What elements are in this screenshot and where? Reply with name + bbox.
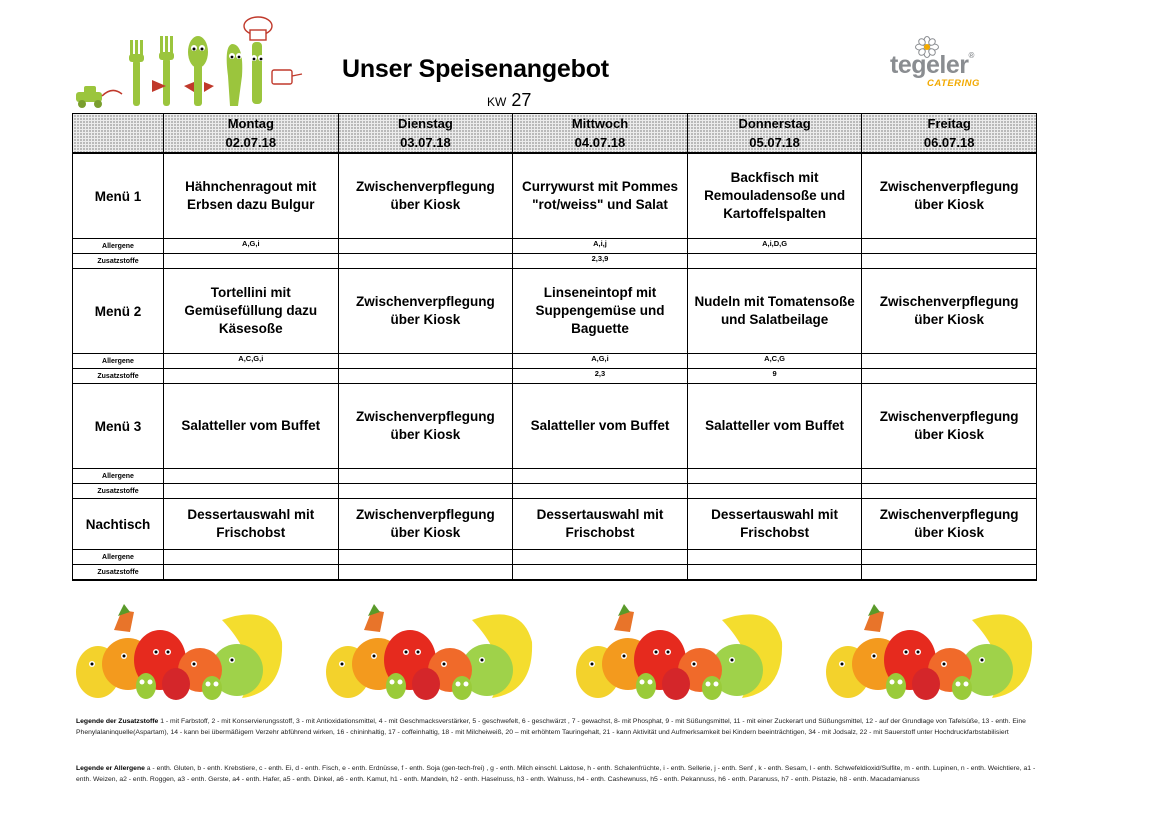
allergene-label: Allergene <box>73 354 164 369</box>
week-number: 27 <box>511 90 532 110</box>
zusatzstoffe-codes <box>862 484 1037 499</box>
zusatzstoffe-codes <box>862 565 1037 581</box>
allergene-codes: A,C,G,i <box>164 354 339 369</box>
dish-cell <box>513 153 688 239</box>
zusatzstoffe-codes <box>338 369 513 384</box>
menu-row <box>73 269 1037 354</box>
dish-name: Backfisch mit Remouladensoße und Kartoffelspalten <box>704 170 846 221</box>
allergene-label: Allergene <box>73 550 164 565</box>
allergene-label: Allergene <box>73 239 164 254</box>
toy-car-icon <box>76 86 122 108</box>
dish-cell <box>687 384 862 469</box>
dish-cell <box>164 499 339 550</box>
allergene-codes <box>338 239 513 254</box>
allergene-codes <box>338 354 513 369</box>
allergene-row <box>73 469 1037 484</box>
zusatzstoffe-label: Zusatzstoffe <box>73 484 164 499</box>
fruit-characters-image <box>72 602 284 702</box>
zusatzstoffe-row <box>73 565 1037 581</box>
dish-name: Zwischenverpflegung über Kiosk <box>879 409 1019 442</box>
menu-row <box>73 499 1037 550</box>
day-header <box>164 114 339 154</box>
dish-cell <box>164 384 339 469</box>
additives-legend: Legende der Zusatzstoffe 1 - mit Farbstoff, 2 - mit Konservierungsstoff, 3 - mit Antioxidationsmittel, 4 - mit Geschmacksverstärker, 5 - geschwefelt, 6 - geschwärzt , 7 - gewachst, 8- mit Phosphat, 9 - mit Süßungsmittel, 11 - mit einer Zuckerart und Süßungsmittel, 12 - auf der Grundlage von Tafelsüße, 13 - enth. Eine Phenylalaninquelle(Aspartam), 14 - kann bei übermäßigem Verzehr abführend wirken, 16 - chininhaltig, 17 - coffeinhaltig, 18 - mit Milcheiweiß, 20 – mit erhöhtem Tauringehalt, 21 - kann Aktivität und Aufmerksamkeit bei Kindern beeinträchtigen, 34 - mit Jodsalz, 22 - mit Sauerstoff unter Hochdruckfarbstabilisiert <box>76 718 1026 737</box>
zusatzstoffe-row <box>73 484 1037 499</box>
zusatzstoffe-label: Zusatzstoffe <box>73 254 164 269</box>
dish-name: Tortellini mit Gemüsefüllung dazu Käsesoße <box>184 285 318 336</box>
dish-cell <box>338 384 513 469</box>
cutlery-characters-logo <box>72 16 304 112</box>
dish-cell <box>862 269 1037 354</box>
dish-cell <box>513 499 688 550</box>
zusatzstoffe-codes <box>164 254 339 269</box>
day-header <box>687 114 862 154</box>
zusatzstoffe-label: Zusatzstoffe <box>73 565 164 581</box>
zusatzstoffe-row <box>73 369 1037 384</box>
allergene-codes <box>338 469 513 484</box>
dish-name: Zwischenverpflegung über Kiosk <box>356 409 495 442</box>
zusatzstoffe-codes <box>164 565 339 581</box>
zusatzstoffe-codes <box>687 254 862 269</box>
allergene-codes <box>164 469 339 484</box>
brand-name: tegeler® <box>890 51 974 79</box>
day-name: Montag <box>227 116 274 131</box>
zusatzstoffe-row <box>73 254 1037 269</box>
zusatzstoffe-codes <box>338 254 513 269</box>
dish-cell <box>338 269 513 354</box>
allergene-codes <box>862 239 1037 254</box>
menu-row-label: Menü 2 <box>73 269 164 354</box>
dish-cell <box>687 499 862 550</box>
dish-cell <box>164 153 339 239</box>
dish-name: Salatteller vom Buffet <box>181 418 321 433</box>
dish-cell <box>338 499 513 550</box>
zusatzstoffe-codes <box>687 565 862 581</box>
fruit-decoration-strip <box>72 602 1036 702</box>
allergene-codes <box>338 550 513 565</box>
day-date: 04.07.18 <box>574 135 626 150</box>
menu-row-label: Nachtisch <box>73 499 164 550</box>
day-header <box>338 114 513 154</box>
dish-name: Zwischenverpflegung über Kiosk <box>879 294 1019 327</box>
allergene-codes <box>164 550 339 565</box>
dish-name: Zwischenverpflegung über Kiosk <box>356 294 495 327</box>
dish-cell <box>164 269 339 354</box>
dish-name: Salatteller vom Buffet <box>705 418 844 433</box>
day-date: 02.07.18 <box>225 135 277 150</box>
allergene-codes: A,i,D,G <box>687 239 862 254</box>
zusatzstoffe-codes: 2,3 <box>513 369 688 384</box>
dish-cell <box>862 499 1037 550</box>
day-name: Dienstag <box>397 116 453 131</box>
dish-cell <box>687 153 862 239</box>
zusatzstoffe-codes <box>862 369 1037 384</box>
allergene-row <box>73 354 1037 369</box>
allergene-codes: A,G,i <box>513 354 688 369</box>
zusatzstoffe-codes: 2,3,9 <box>513 254 688 269</box>
brand-subtitle: CATERING <box>927 78 980 89</box>
page-title: Unser Speisenangebot <box>342 55 609 83</box>
week-label: KW <box>487 95 507 109</box>
dish-name: Zwischenverpflegung über Kiosk <box>356 507 495 540</box>
allergene-codes <box>862 550 1037 565</box>
fruit-characters-image <box>822 602 1034 702</box>
dish-name: Dessertauswahl mit Frischobst <box>187 507 315 540</box>
dish-name: Salatteller vom Buffet <box>530 418 670 433</box>
day-date: 06.07.18 <box>923 135 975 150</box>
dish-name: Dessertauswahl mit Frischobst <box>711 507 838 540</box>
allergene-codes <box>513 469 688 484</box>
dish-cell <box>687 269 862 354</box>
day-date: 03.07.18 <box>400 135 451 150</box>
zusatzstoffe-codes <box>513 484 688 499</box>
zusatzstoffe-codes <box>513 565 688 581</box>
day-name: Freitag <box>927 116 971 131</box>
allergene-codes <box>862 354 1037 369</box>
allergens-legend: Legende er Allergene a - enth. Gluten, b - enth. Krebstiere, c - enth. Ei, d - enth. Fisch, e - enth. Erdnüsse, f - enth. Soja (gen-tech-frei) , g - enth. Milch einschl. Laktose, h - enth. Schalenfrüchte, i - enth. Sellerie, j - enth. Senf , k - enth. Sesam, l - enth. Schwefeldioxid/Sulfite, m - enth. Lupinen, n - enth. Weichtiere, a1 - enth. Weizen, a2 - enth. Roggen, a3 - enth. Gerste, a4 - enth. Hafer, a5 - enth. Dinkel, a6 - enth. Kamut, h1 - enth. Mandeln, h2 - enth. Haselnuss, h3 - enth. Walnuss, h4 - enth. Cashewnuss, h5 - enth. Pekannuss, h6 - enth. Paranuss, h7 - enth. Pistazie, h8 - enth. Macadamianuss <box>76 765 1036 784</box>
dish-name: Zwischenverpflegung über Kiosk <box>356 179 495 212</box>
dish-name: Zwischenverpflegung über Kiosk <box>879 179 1019 212</box>
tegeler-catering-logo <box>888 36 988 90</box>
zusatzstoffe-codes <box>338 565 513 581</box>
day-name: Donnerstag <box>738 116 811 131</box>
zusatzstoffe-codes <box>687 484 862 499</box>
zusatzstoffe-codes <box>338 484 513 499</box>
dish-cell <box>862 153 1037 239</box>
zusatzstoffe-codes <box>164 484 339 499</box>
day-name: Mittwoch <box>571 116 629 131</box>
day-header <box>862 114 1037 154</box>
allergene-codes: A,C,G <box>687 354 862 369</box>
dish-cell <box>338 153 513 239</box>
menu-row <box>73 153 1037 239</box>
menu-row-label: Menü 1 <box>73 153 164 239</box>
dish-name: Dessertauswahl mit Frischobst <box>536 507 664 540</box>
allergene-codes <box>513 550 688 565</box>
fruit-characters-image <box>322 602 534 702</box>
dish-name: Zwischenverpflegung über Kiosk <box>879 507 1019 540</box>
allergene-row <box>73 550 1037 565</box>
menu-row <box>73 384 1037 469</box>
day-header-row <box>73 114 1037 154</box>
zusatzstoffe-codes: 9 <box>687 369 862 384</box>
allergene-row <box>73 239 1037 254</box>
day-header <box>513 114 688 154</box>
fruit-characters-image <box>572 602 784 702</box>
zusatzstoffe-codes <box>862 254 1037 269</box>
day-date: 05.07.18 <box>749 135 800 150</box>
allergene-codes <box>687 550 862 565</box>
week-indicator <box>487 90 531 111</box>
allergene-label: Allergene <box>73 469 164 484</box>
zusatzstoffe-codes <box>164 369 339 384</box>
weekly-menu-table <box>72 113 1037 581</box>
dish-name: Currywurst mit Pommes "rot/weiss" und Salat <box>521 179 678 212</box>
allergene-codes <box>687 469 862 484</box>
dish-name: Hähnchenragout mit Erbsen dazu Bulgur <box>185 179 317 212</box>
dish-cell <box>862 384 1037 469</box>
menu-row-label: Menü 3 <box>73 384 164 469</box>
allergene-codes: A,G,i <box>164 239 339 254</box>
dish-name: Linseneintopf mit Suppengemüse und Baguette <box>535 285 665 336</box>
corner-cell <box>73 114 164 154</box>
allergene-codes: A,i,j <box>513 239 688 254</box>
dish-cell <box>513 384 688 469</box>
dish-name: Nudeln mit Tomatensoße und Salatbeilage <box>694 294 855 327</box>
allergene-codes <box>862 469 1037 484</box>
zusatzstoffe-label: Zusatzstoffe <box>73 369 164 384</box>
dish-cell <box>513 269 688 354</box>
